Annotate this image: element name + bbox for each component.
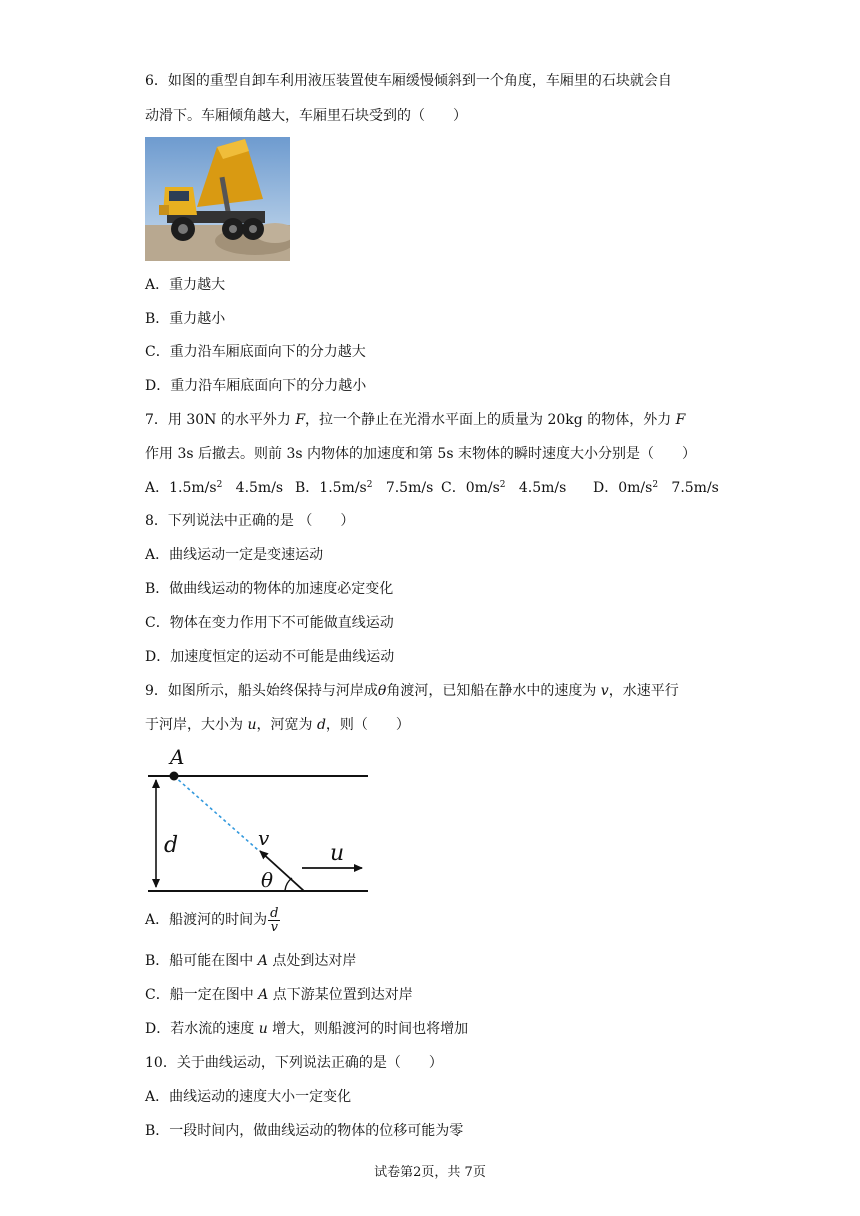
page-footer: 试卷第2页，共 7页 bbox=[374, 1165, 486, 1180]
q7-option-c: C．$0m/s^2$ 4.5m/s bbox=[441, 480, 567, 496]
q10-option-b: B．一段时间内，做曲线运动的物体的位移可能为零 bbox=[145, 1123, 464, 1139]
q7-option-b: B．$1.5m/s^2$ 7.5m/s bbox=[295, 480, 434, 496]
q10-stem: 10．关于曲线运动，下列说法正确的是（ ） bbox=[145, 1055, 443, 1071]
q8-option-c: C．物体在变力作用下不可能做直线运动 bbox=[145, 615, 394, 631]
dump-truck-photo bbox=[145, 137, 290, 261]
point-a-dot bbox=[170, 772, 179, 781]
q8-option-a: A．曲线运动一定是变速运动 bbox=[145, 547, 324, 563]
q6-option-b: B．重力越小 bbox=[145, 311, 226, 327]
q8-option-d: D．加速度恒定的运动不可能是曲线运动 bbox=[145, 649, 395, 665]
label-a: A bbox=[170, 745, 185, 769]
label-v: v bbox=[258, 826, 270, 850]
q6-option-c: C．重力沿车厢底面向下的分力越大 bbox=[145, 344, 366, 360]
dashed-path-line bbox=[174, 776, 258, 850]
q9-option-b: B．船可能在图中 A 点处到达对岸 bbox=[145, 953, 357, 969]
fraction-d-over-v: $\frac{d}{v}$ bbox=[270, 905, 279, 935]
q9-option-d: D．若水流的速度 u 增大，则船渡河的时间也将增加 bbox=[145, 1021, 469, 1037]
q6-stem-line2: 动滑下。车厢倾角越大，车厢里石块受到的（ ） bbox=[145, 108, 467, 124]
river-crossing-diagram bbox=[140, 740, 380, 900]
q9-option-a: A．船渡河的时间为 $\frac{d}{v}$ bbox=[145, 905, 279, 935]
q8-stem: 8．下列说法中正确的是 （ ） bbox=[145, 513, 355, 529]
q10-option-a: A．曲线运动的速度大小一定变化 bbox=[145, 1089, 352, 1105]
q9-stem-line1: 9．如图所示，船头始终保持与河岸成θ角渡河，已知船在静水中的速度为 v，水速平行 bbox=[145, 683, 679, 699]
q6-option-d: D．重力沿车厢底面向下的分力越小 bbox=[145, 378, 367, 394]
q7-stem-line2: 作用 3s 后撤去。则前 3s 内物体的加速度和第 5s 末物体的瞬时速度大小分别是（ ） bbox=[145, 446, 696, 462]
label-d: d bbox=[164, 833, 179, 858]
q8-option-b: B．做曲线运动的物体的加速度必定变化 bbox=[145, 581, 394, 597]
q9-stem-line2: 于河岸，大小为 u，河宽为 d，则（ ） bbox=[145, 717, 410, 733]
label-u: u bbox=[330, 841, 345, 866]
q7-option-a: A．$1.5m/s^2$ 4.5m/s bbox=[145, 480, 284, 496]
q7-stem-line1: 7．用 30N 的水平外力 F，拉一个静止在光滑水平面上的质量为 20kg 的物体，外力 F bbox=[145, 412, 686, 428]
label-theta: θ bbox=[261, 868, 274, 892]
q9-option-c: C．船一定在图中 A 点下游某位置到达对岸 bbox=[145, 987, 413, 1003]
q6-option-a: A．重力越大 bbox=[145, 277, 226, 293]
q6-stem-line1: 6．如图的重型自卸车利用液压装置使车厢缓慢倾斜到一个角度，车厢里的石块就会自 bbox=[145, 73, 672, 89]
q7-option-d: D．$0m/s^2$ 7.5m/s bbox=[593, 480, 719, 496]
